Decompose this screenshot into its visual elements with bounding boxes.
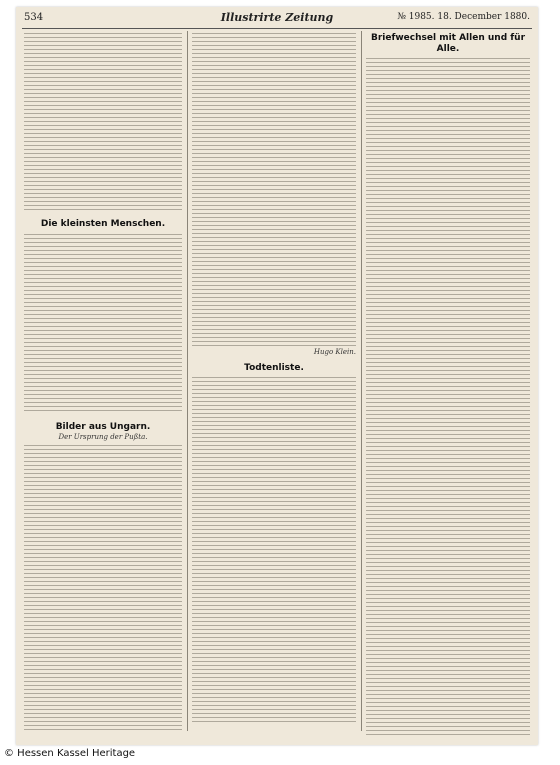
header-rule	[22, 28, 532, 29]
section-heading-kleinsten: Die kleinsten Menschen.	[40, 219, 166, 229]
section-heading-todtenliste: Todtenliste.	[244, 363, 304, 373]
issue-date: № 1985. 18. December 1880.	[397, 12, 530, 22]
article-text	[192, 377, 356, 722]
column-2	[192, 33, 356, 733]
author-signature: Hugo Klein.	[313, 348, 356, 356]
section-heading-briefwechsel: Briefwechsel mit Allen und für Alle.	[370, 33, 526, 54]
column-divider	[361, 31, 362, 731]
column-3	[366, 33, 530, 733]
section-subheading: Der Ursprung der Pußta.	[58, 433, 148, 441]
page-header	[16, 7, 538, 29]
section-heading-ungarn: Bilder aus Ungarn.	[55, 422, 151, 432]
page-number: 534	[24, 12, 44, 23]
article-text	[24, 234, 182, 414]
column-divider	[187, 31, 188, 731]
article-text	[366, 58, 530, 738]
newspaper-page	[16, 7, 538, 745]
copyright-credit: © Hessen Kassel Heritage	[4, 748, 136, 759]
column-1	[24, 33, 182, 733]
article-text	[24, 33, 182, 213]
article-text	[24, 445, 182, 730]
article-text	[192, 33, 356, 348]
masthead: Illustrirte Zeitung	[220, 11, 334, 24]
